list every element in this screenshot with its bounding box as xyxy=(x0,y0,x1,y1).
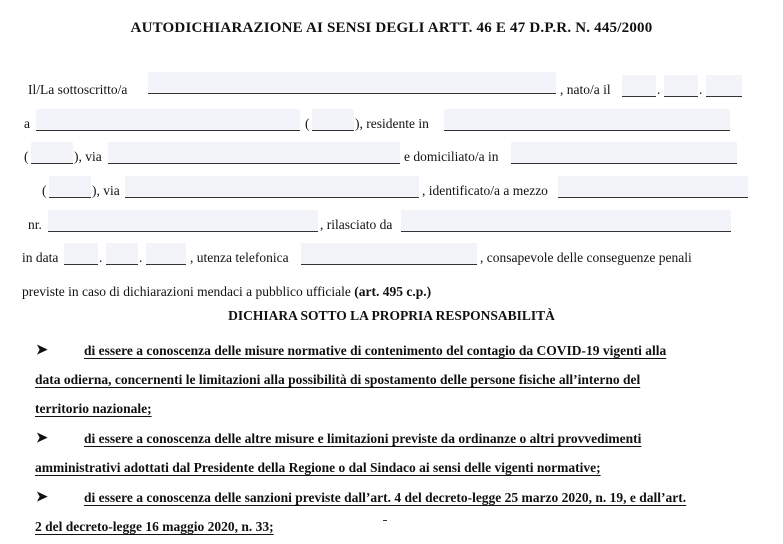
domicile-street-field[interactable] xyxy=(125,176,419,198)
art495-label: (art. 495 c.p.) xyxy=(354,284,432,299)
declaration-heading: DICHIARA SOTTO LA PROPRIA RESPONSABILITÀ xyxy=(228,308,555,323)
label-identificato: , identificato/a a mezzo xyxy=(422,183,548,198)
label-in-data: in data xyxy=(22,250,59,265)
arrow-bullet-icon: ➤ xyxy=(36,343,48,358)
issue-year-field[interactable] xyxy=(146,243,186,265)
id-document-field[interactable] xyxy=(558,176,748,198)
birth-day-field[interactable] xyxy=(622,75,656,97)
bullet-3-line-1: di essere a conoscenza delle sanzioni previste dall’art. 4 del decreto-legge 25 marzo 2020, n. 19, e dall’art. xyxy=(84,490,687,505)
label-a: a xyxy=(24,116,30,131)
issued-by-field[interactable] xyxy=(401,210,731,232)
bullet-1-line-1: di essere a conoscenza delle misure normative di contenimento del contagio da COVID-19 vigenti alla xyxy=(84,343,667,358)
dot-separator: . xyxy=(99,250,103,265)
dot-separator: . xyxy=(657,82,661,97)
birth-month-field[interactable] xyxy=(664,75,698,97)
bullet-1-line-3: territorio nazionale; xyxy=(35,401,152,416)
birth-province-field[interactable] xyxy=(312,109,354,131)
residence-street-field[interactable] xyxy=(108,142,400,164)
id-number-field[interactable] xyxy=(48,210,318,232)
issue-month-field[interactable] xyxy=(106,243,138,265)
birth-year-field[interactable] xyxy=(706,75,742,97)
domicile-province-field[interactable] xyxy=(49,176,91,198)
birth-place-field[interactable] xyxy=(36,109,300,131)
bullet-1-line-2: data odierna, concernenti le limitazioni alla possibilità di spostamento delle persone fisiche all’interno del xyxy=(35,372,641,387)
arrow-bullet-icon: ➤ xyxy=(36,490,48,505)
dot-separator: . xyxy=(139,250,143,265)
previste-label: previste in caso di dichiarazioni mendaci a pubblico ufficiale xyxy=(22,284,351,299)
previste-text xyxy=(22,284,431,300)
bullet-2-line-1: di essere a conoscenza delle altre misure e limitazioni previste da ordinanze o altri provvedimenti xyxy=(84,431,642,446)
label-open-paren: ( xyxy=(24,149,29,164)
label-consapevole: , consapevole delle conseguenze penali xyxy=(480,250,692,265)
label-nato: , nato/a il xyxy=(560,82,611,97)
document-title: AUTODICHIARAZIONE AI SENSI DEGLI ARTT. 46 E 47 D.P.R. N. 445/2000 xyxy=(130,20,653,36)
domicile-city-field[interactable] xyxy=(511,142,737,164)
label-sottoscritto: Il/La sottoscritto/a xyxy=(28,82,128,97)
label-residente: ), residente in xyxy=(355,116,429,131)
bullet-2-line-2: amministrativi adottati dal Presidente della Regione o dal Sindaco ai sensi delle vigenti normative; xyxy=(35,460,601,475)
label-domiciliato: e domiciliato/a in xyxy=(404,149,499,164)
residence-city-field[interactable] xyxy=(444,109,730,131)
label-open-paren: ( xyxy=(305,116,310,131)
label-via: ), via xyxy=(74,149,102,164)
label-utenza: , utenza telefonica xyxy=(190,250,289,265)
phone-field[interactable] xyxy=(301,243,477,265)
label-open-paren: ( xyxy=(42,183,47,198)
label-rilasciato: , rilasciato da xyxy=(320,217,393,232)
arrow-bullet-icon: ➤ xyxy=(36,431,48,446)
stray-mark xyxy=(383,520,387,521)
bullet-3-line-2: 2 del decreto-legge 16 maggio 2020, n. 33; xyxy=(35,519,274,534)
label-nr: nr. xyxy=(28,217,42,232)
name-field[interactable] xyxy=(148,72,556,94)
residence-province-field[interactable] xyxy=(31,142,73,164)
label-via: ), via xyxy=(92,183,120,198)
dot-separator: . xyxy=(699,82,703,97)
issue-day-field[interactable] xyxy=(64,243,98,265)
